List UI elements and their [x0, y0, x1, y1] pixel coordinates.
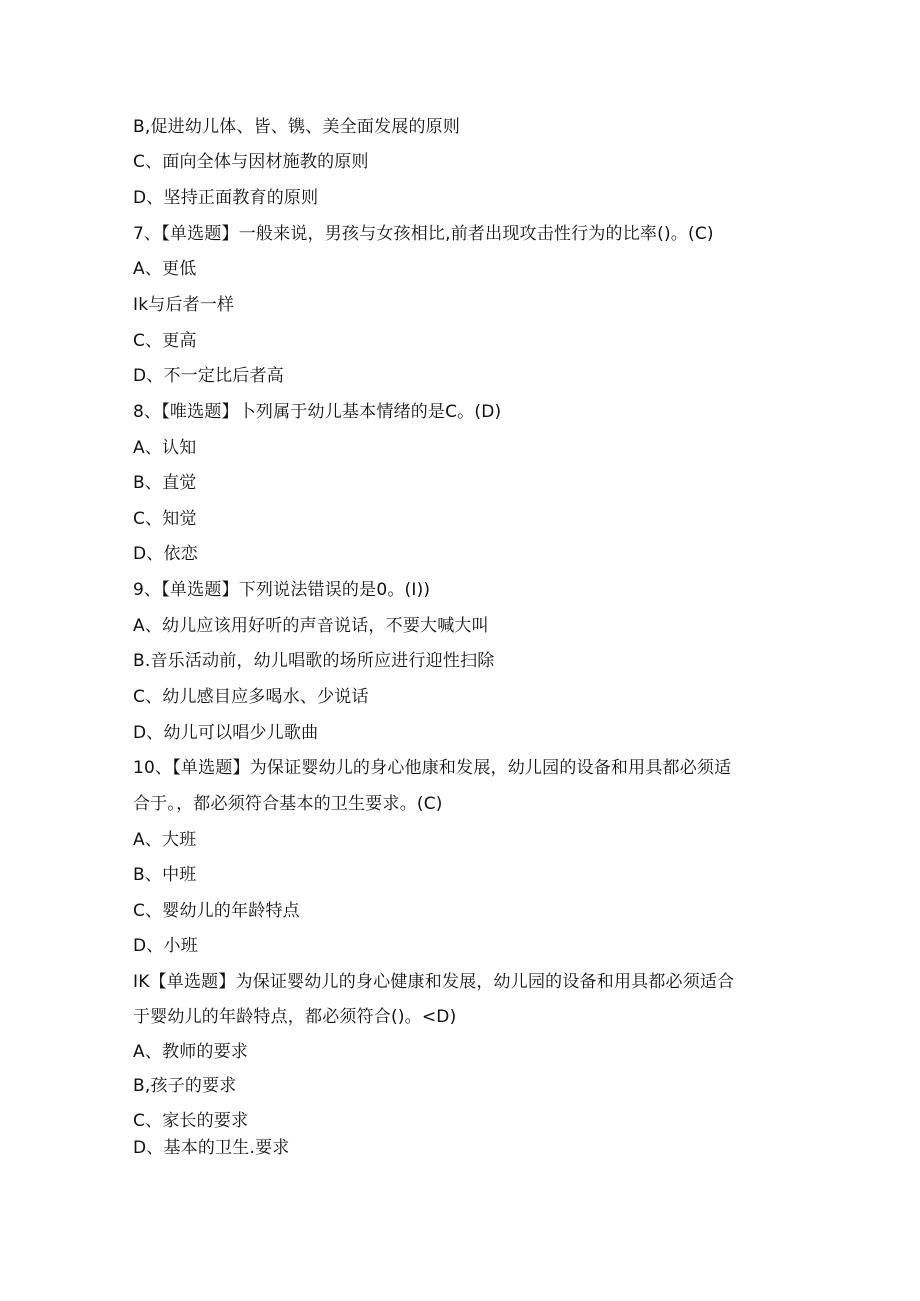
option-d-line: D、小班: [133, 936, 198, 956]
option-a-line: A、教师的要求: [133, 1042, 249, 1062]
option-b-line: B、中班: [133, 865, 197, 885]
question-8: 8、【唯选题】卜列属于幼儿基本情绪的是C。(D): [133, 402, 502, 422]
option-b-line: B,促进幼儿体、皆、镌、美全面发展的原则: [133, 117, 461, 137]
option-d-line: D、依恋: [133, 544, 198, 564]
option-c-line: C、知觉: [133, 509, 197, 529]
option-b-line: B,孩子的要求: [133, 1076, 237, 1096]
question-10-continued: 合于。，都必须符合基本的卫生要求。(C): [133, 794, 443, 814]
option-c-line: C、家长的要求: [133, 1111, 249, 1131]
option-d-line: D、坚持正面教育的原则: [133, 188, 319, 208]
question-9: 9、【单选题】下列说法错误的是0。(I)): [133, 580, 431, 600]
question-11: IK【单选题】为保证婴幼儿的身心健康和发展，幼儿园的设备和用具都必须适合: [133, 972, 735, 992]
option-d-line: D、不一定比后者高: [133, 366, 284, 386]
option-b-line: B.音乐活动前，幼儿唱歌的场所应进行迎性扫除: [133, 651, 495, 671]
option-a-line: A、认知: [133, 438, 197, 458]
option-c-line: C、幼儿感目应多喝水、少说话: [133, 687, 369, 707]
option-a-line: A、更低: [133, 259, 197, 279]
option-d-line: D、基本的卫生.要求: [133, 1138, 290, 1158]
option-b-line: Ik与后者一样: [133, 295, 235, 315]
option-a-line: A、大班: [133, 830, 197, 850]
option-c-line: C、面向全体与因材施教的原则: [133, 152, 369, 172]
option-c-line: C、婴幼儿的年龄特点: [133, 901, 300, 921]
option-a-line: A、幼儿应该用好听的声音说话，不要大喊大叫: [133, 616, 489, 636]
option-b-line: B、直觉: [133, 473, 197, 493]
question-10: 10、【单选题】为保证婴幼儿的身心他康和发展，幼儿园的设备和用具都必须适: [133, 758, 732, 778]
option-d-line: D、幼儿可以唱少儿歌曲: [133, 723, 319, 743]
option-c-line: C、更高: [133, 331, 197, 351]
question-7: 7、【单选题】一般来说，男孩与女孩相比,前者出现攻击性行为的比率()。(C): [133, 224, 714, 244]
question-11-continued: 于婴幼儿的年龄特点，都必须符合()。<D): [133, 1007, 457, 1027]
